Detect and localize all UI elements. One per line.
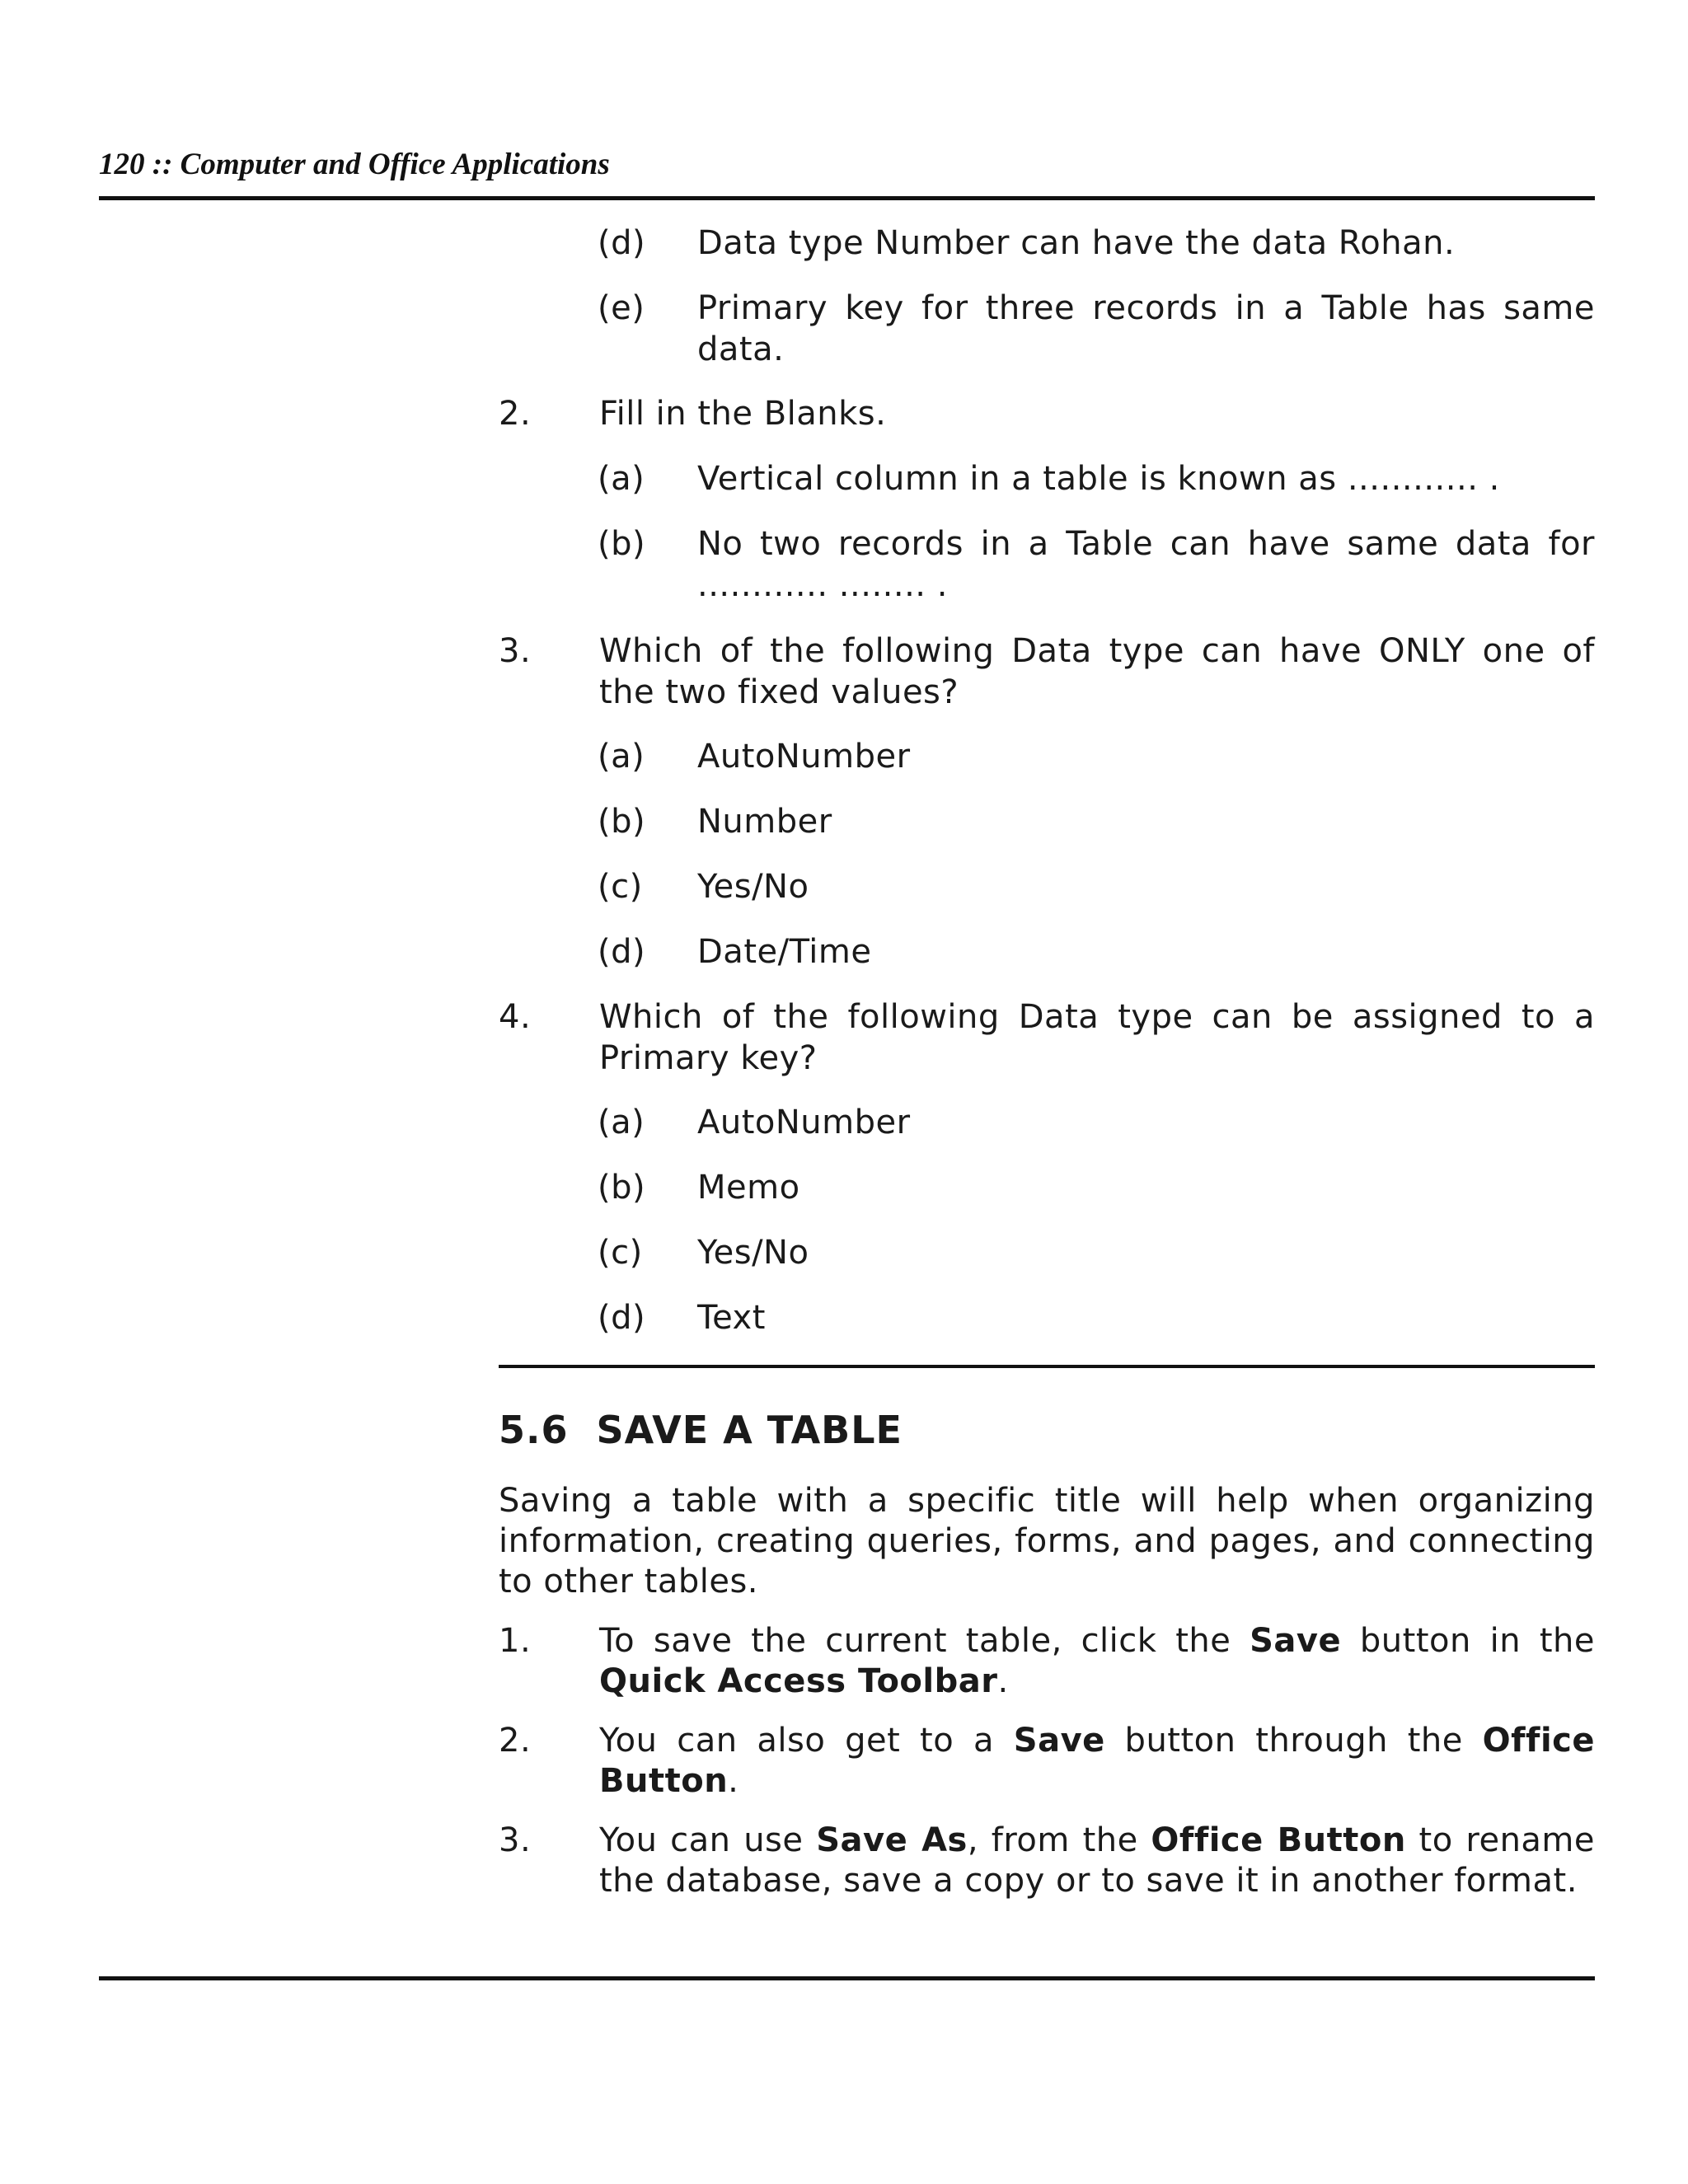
item-label: (a) [598, 460, 645, 498]
section-heading: 5.6 SAVE A TABLE [499, 1408, 903, 1452]
step-number: 3. [499, 1821, 532, 1859]
office-button-term: Office Button [599, 1722, 1595, 1800]
question-number: 4. [499, 998, 532, 1036]
question-text: Which of the following Data type can have ONLY one of the two fixed values? [599, 632, 1595, 711]
item-label: (d) [598, 224, 646, 262]
question-number: 3. [499, 632, 532, 670]
running-head: 120 :: Computer and Office Applications [99, 148, 610, 181]
option-text: Date/Time [697, 933, 872, 971]
option-text: Text [697, 1299, 766, 1337]
header-rule [99, 196, 1595, 200]
step-number: 2. [499, 1722, 532, 1760]
step-text: You can also get to a Save button through the Office Button. [599, 1722, 1595, 1800]
footer-rule [99, 1976, 1595, 1980]
question-text: Fill in the Blanks. [599, 395, 887, 433]
option-text: Yes/No [697, 868, 809, 906]
option-label: (d) [598, 933, 646, 971]
section-divider [499, 1365, 1595, 1368]
option-text: Number [697, 803, 832, 841]
item-text: No two records in a Table can have same data for ............ ........ . [697, 525, 1595, 604]
option-label: (c) [598, 868, 643, 906]
option-label: (d) [598, 1299, 646, 1337]
option-text: Yes/No [697, 1234, 809, 1272]
step-number: 1. [499, 1622, 532, 1660]
question-text: Which of the following Data type can be assigned to a Primary key? [599, 998, 1595, 1077]
item-label: (b) [598, 525, 646, 563]
option-label: (c) [598, 1234, 643, 1272]
item-text: Data type Number can have the data Rohan. [697, 224, 1456, 262]
save-term: Save [1250, 1622, 1342, 1660]
option-label: (a) [598, 738, 645, 776]
option-label: (b) [598, 803, 646, 841]
step-text: You can use Save As, from the Office Button to rename the database, save a copy or to save it in another format. [599, 1821, 1596, 1900]
step-text: To save the current table, click the Save button in the Quick Access Toolbar. [599, 1622, 1595, 1700]
option-text: AutoNumber [697, 1104, 911, 1141]
office-button-term: Office Button [1151, 1821, 1406, 1859]
item-text: Vertical column in a table is known as ............ . [697, 460, 1500, 498]
save-as-term: Save As [816, 1821, 968, 1859]
option-text: AutoNumber [697, 738, 911, 776]
save-term: Save [1013, 1722, 1105, 1760]
item-text: Primary key for three records in a Table has same data. [697, 289, 1595, 368]
option-label: (b) [598, 1169, 646, 1207]
option-label: (a) [598, 1104, 645, 1141]
item-label: (e) [598, 289, 645, 327]
section-intro: Saving a table with a specific title will help when organizing information, creating queries, forms, and pages, and connecting to other tables. [499, 1482, 1595, 1601]
toolbar-term: Quick Access Toolbar [599, 1662, 998, 1700]
option-text: Memo [697, 1169, 800, 1207]
question-number: 2. [499, 395, 532, 433]
